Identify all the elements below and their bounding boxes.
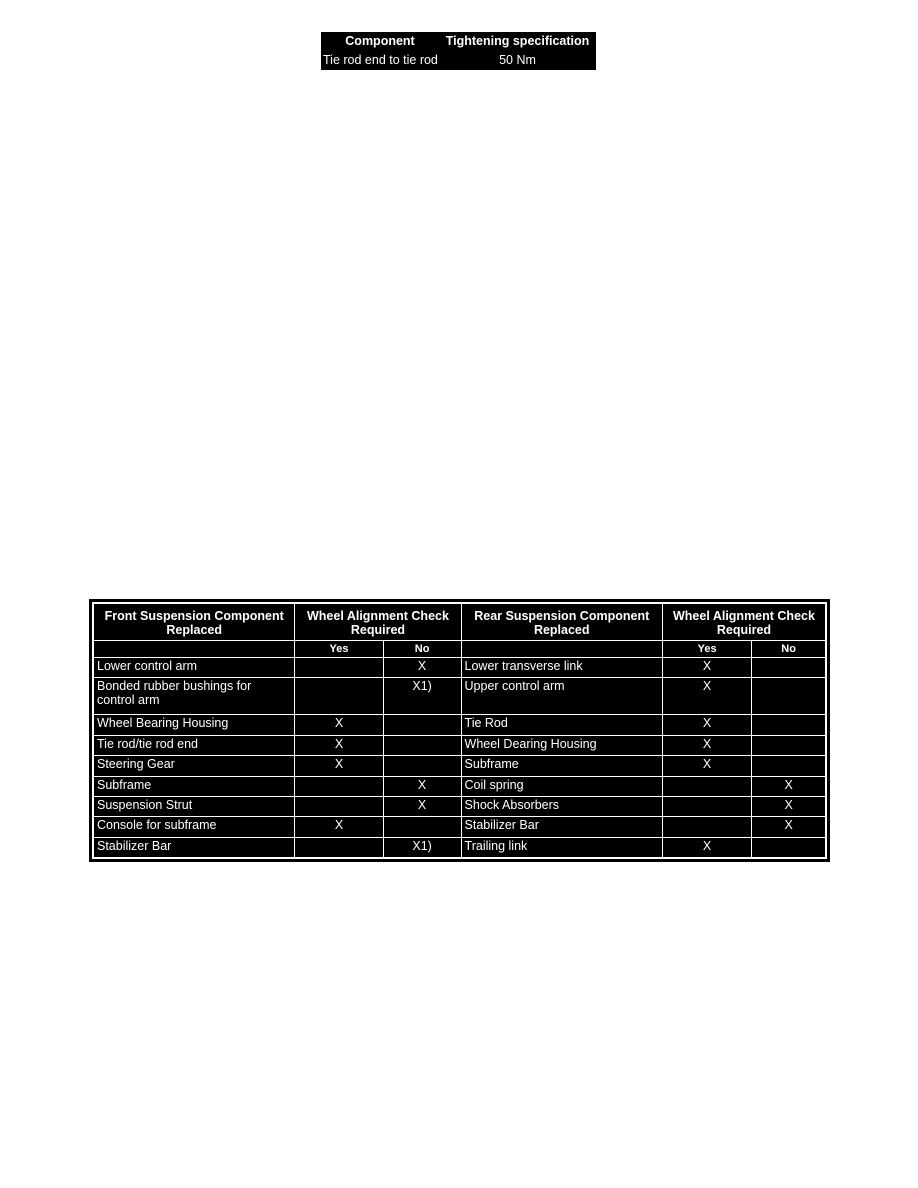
front-yes-cell bbox=[295, 776, 383, 796]
rear-no-cell: X bbox=[752, 796, 826, 816]
alignment-table-border bbox=[92, 602, 827, 859]
front-component-cell: Lower control arm bbox=[94, 658, 295, 678]
rear-component-cell: Wheel Dearing Housing bbox=[461, 735, 662, 755]
front-no-cell bbox=[383, 735, 461, 755]
front-component-cell: Bonded rubber bushings for control arm bbox=[94, 678, 295, 715]
table-row bbox=[94, 837, 826, 857]
table-row bbox=[94, 817, 826, 837]
front-yes-cell: X bbox=[295, 715, 383, 735]
rear-no-cell bbox=[752, 658, 826, 678]
subheader-rear-yes: Yes bbox=[662, 641, 751, 658]
alignment-check-table bbox=[93, 603, 826, 858]
front-no-cell bbox=[383, 756, 461, 776]
front-component-cell: Console for subframe bbox=[94, 817, 295, 837]
alignment-table-frame bbox=[89, 599, 830, 862]
front-no-cell: X1) bbox=[383, 678, 461, 715]
rear-component-cell: Stabilizer Bar bbox=[461, 817, 662, 837]
subheader-front-yes: Yes bbox=[295, 641, 383, 658]
rear-component-cell: Lower transverse link bbox=[461, 658, 662, 678]
front-no-cell bbox=[383, 715, 461, 735]
torque-header-component: Component bbox=[345, 34, 415, 48]
table-row bbox=[321, 51, 596, 70]
rear-yes-cell bbox=[662, 796, 751, 816]
rear-yes-cell: X bbox=[662, 678, 751, 715]
rear-yes-cell bbox=[662, 776, 751, 796]
rear-no-cell bbox=[752, 715, 826, 735]
header-front-check: Wheel Alignment Check Required bbox=[295, 604, 461, 641]
rear-component-cell: Upper control arm bbox=[461, 678, 662, 715]
front-yes-cell: X bbox=[295, 735, 383, 755]
torque-spec-table bbox=[321, 32, 596, 70]
rear-no-cell bbox=[752, 735, 826, 755]
front-yes-cell: X bbox=[295, 756, 383, 776]
rear-yes-cell: X bbox=[662, 837, 751, 857]
header-rear-check: Wheel Alignment Check Required bbox=[662, 604, 825, 641]
front-yes-cell bbox=[295, 658, 383, 678]
rear-component-cell: Trailing link bbox=[461, 837, 662, 857]
front-component-cell: Steering Gear bbox=[94, 756, 295, 776]
header-rear-component: Rear Suspension Component Replaced bbox=[461, 604, 662, 641]
subheader-blank-front bbox=[94, 641, 295, 658]
torque-cell-component: Tie rod end to tie rod bbox=[323, 53, 438, 67]
rear-no-cell: X bbox=[752, 776, 826, 796]
front-yes-cell bbox=[295, 837, 383, 857]
rear-component-cell: Subframe bbox=[461, 756, 662, 776]
front-no-cell: X bbox=[383, 776, 461, 796]
front-no-cell: X bbox=[383, 658, 461, 678]
front-component-cell: Subframe bbox=[94, 776, 295, 796]
front-yes-cell bbox=[295, 796, 383, 816]
alignment-header-row bbox=[94, 604, 826, 641]
rear-no-cell: X bbox=[752, 817, 826, 837]
rear-no-cell bbox=[752, 756, 826, 776]
rear-yes-cell: X bbox=[662, 715, 751, 735]
torque-cell-spec: 50 Nm bbox=[499, 53, 536, 67]
front-yes-cell: X bbox=[295, 817, 383, 837]
table-row bbox=[94, 776, 826, 796]
rear-yes-cell bbox=[662, 817, 751, 837]
table-row bbox=[94, 715, 826, 735]
rear-no-cell bbox=[752, 837, 826, 857]
front-component-cell: Tie rod/tie rod end bbox=[94, 735, 295, 755]
front-yes-cell bbox=[295, 678, 383, 715]
subheader-front-no: No bbox=[383, 641, 461, 658]
table-row bbox=[94, 796, 826, 816]
rear-component-cell: Coil spring bbox=[461, 776, 662, 796]
subheader-blank-rear bbox=[461, 641, 662, 658]
front-no-cell: X bbox=[383, 796, 461, 816]
front-no-cell: X1) bbox=[383, 837, 461, 857]
header-front-component: Front Suspension Component Replaced bbox=[94, 604, 295, 641]
rear-no-cell bbox=[752, 678, 826, 715]
table-row bbox=[94, 756, 826, 776]
table-row bbox=[94, 678, 826, 715]
front-component-cell: Suspension Strut bbox=[94, 796, 295, 816]
rear-yes-cell: X bbox=[662, 658, 751, 678]
rear-component-cell: Tie Rod bbox=[461, 715, 662, 735]
subheader-rear-no: No bbox=[752, 641, 826, 658]
front-component-cell: Wheel Bearing Housing bbox=[94, 715, 295, 735]
rear-yes-cell: X bbox=[662, 735, 751, 755]
front-no-cell bbox=[383, 817, 461, 837]
rear-component-cell: Shock Absorbers bbox=[461, 796, 662, 816]
front-component-cell: Stabilizer Bar bbox=[94, 837, 295, 857]
torque-table-header-row bbox=[321, 32, 596, 51]
table-row bbox=[94, 735, 826, 755]
alignment-subheader-row bbox=[94, 641, 826, 658]
table-row bbox=[94, 658, 826, 678]
rear-yes-cell: X bbox=[662, 756, 751, 776]
torque-header-spec: Tightening specification bbox=[445, 34, 590, 48]
